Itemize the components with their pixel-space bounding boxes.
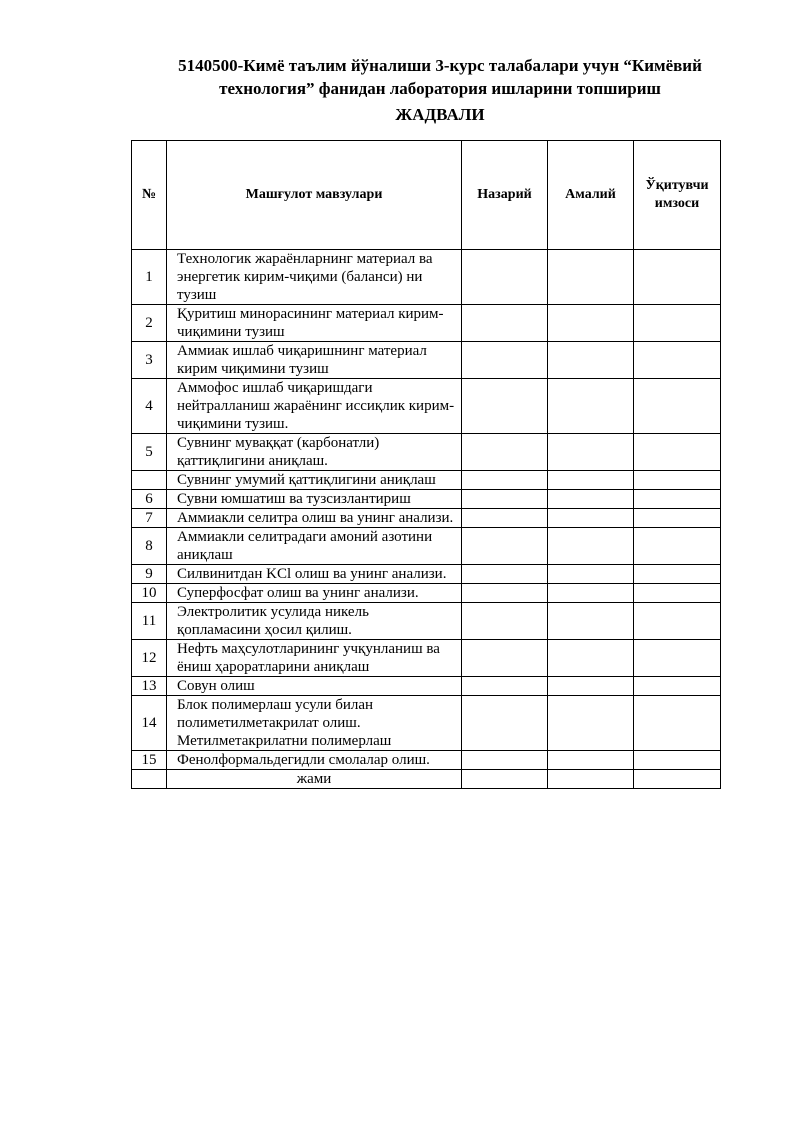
row-number: 10 <box>132 584 167 603</box>
cell-theory <box>462 305 548 342</box>
table-row <box>132 677 721 696</box>
row-number: 11 <box>132 603 167 640</box>
heading-line-2: технология” фанидан лаборатория ишларини топшириш <box>219 79 661 98</box>
cell-practice <box>548 696 634 751</box>
column-header-teacher-signature: Ўқитувчи имзоси <box>634 141 721 250</box>
column-header-number: № <box>132 141 167 250</box>
row-topic: Сувнинг умумий қаттиқлигини аниқлаш <box>167 471 462 490</box>
row-topic: Аммофос ишлаб чиқаришдаги нейтралланиш жараёнинг иссиқлик кирим-чиқимини тузиш. <box>167 379 462 434</box>
column-header-practice: Амалий <box>548 141 634 250</box>
cell-practice <box>548 250 634 305</box>
row-topic: Суперфосфат олиш ва унинг анализи. <box>167 584 462 603</box>
table-row <box>132 305 721 342</box>
row-number: 2 <box>132 305 167 342</box>
row-number: 15 <box>132 751 167 770</box>
row-number: 8 <box>132 528 167 565</box>
cell-theory <box>462 677 548 696</box>
cell-practice <box>548 603 634 640</box>
row-topic: Блок полимерлаш усули билан полиметилметакрилат олиш. Метилметакрилатни полимерлаш <box>167 696 462 751</box>
cell-practice <box>548 490 634 509</box>
table-row <box>132 434 721 471</box>
cell-teacher-signature <box>634 696 721 751</box>
cell-practice <box>548 471 634 490</box>
table-row <box>132 584 721 603</box>
row-number: 5 <box>132 434 167 471</box>
cell-theory <box>462 640 548 677</box>
total-theory-cell <box>462 770 548 789</box>
cell-theory <box>462 528 548 565</box>
cell-practice <box>548 751 634 770</box>
cell-theory <box>462 342 548 379</box>
table-row <box>132 509 721 528</box>
cell-practice <box>548 565 634 584</box>
cell-practice <box>548 342 634 379</box>
heading-line-1: 5140500-Кимё таълим йўналиши 3-курс талабалари учун “Кимёвий <box>178 56 702 75</box>
cell-practice <box>548 305 634 342</box>
table-header-row <box>132 141 721 250</box>
row-topic: Аммиакли селитрадаги амоний азотини аниқлаш <box>167 528 462 565</box>
cell-teacher-signature <box>634 342 721 379</box>
cell-practice <box>548 509 634 528</box>
row-number: 13 <box>132 677 167 696</box>
row-topic: Технологик жараёнларнинг материал ва энергетик кирим-чиқими (баланси) ни тузиш <box>167 250 462 305</box>
total-label: жами <box>167 770 462 789</box>
cell-theory <box>462 434 548 471</box>
heading-title: ЖАДВАЛИ <box>395 105 485 124</box>
cell-practice <box>548 584 634 603</box>
document-heading <box>140 54 740 126</box>
row-topic: Аммиакли селитра олиш ва унинг анализи. <box>167 509 462 528</box>
cell-theory <box>462 603 548 640</box>
table-row <box>132 471 721 490</box>
cell-practice <box>548 379 634 434</box>
table-row <box>132 250 721 305</box>
cell-theory <box>462 751 548 770</box>
total-number-cell <box>132 770 167 789</box>
cell-practice <box>548 434 634 471</box>
table-row <box>132 696 721 751</box>
cell-teacher-signature <box>634 528 721 565</box>
table-row <box>132 528 721 565</box>
row-topic: Фенолформальдегидли смолалар олиш. <box>167 751 462 770</box>
cell-theory <box>462 490 548 509</box>
cell-teacher-signature <box>634 584 721 603</box>
cell-teacher-signature <box>634 509 721 528</box>
row-topic: Сувни юмшатиш ва тузсизлантириш <box>167 490 462 509</box>
cell-teacher-signature <box>634 751 721 770</box>
total-practice-cell <box>548 770 634 789</box>
cell-practice <box>548 677 634 696</box>
row-number: 3 <box>132 342 167 379</box>
cell-teacher-signature <box>634 640 721 677</box>
schedule-table <box>131 140 721 789</box>
cell-practice <box>548 640 634 677</box>
row-topic: Сувнинг муваққат (карбонатли) қаттиқлигини аниқлаш. <box>167 434 462 471</box>
row-number <box>132 471 167 490</box>
column-header-topic: Машғулот мавзулари <box>167 141 462 250</box>
row-number: 6 <box>132 490 167 509</box>
column-header-theory: Назарий <box>462 141 548 250</box>
row-number: 9 <box>132 565 167 584</box>
cell-teacher-signature <box>634 471 721 490</box>
cell-teacher-signature <box>634 379 721 434</box>
row-number: 4 <box>132 379 167 434</box>
row-topic: Қуритиш минорасининг материал кирим-чиқимини тузиш <box>167 305 462 342</box>
table-row <box>132 379 721 434</box>
total-teacher-signature-cell <box>634 770 721 789</box>
cell-theory <box>462 471 548 490</box>
row-number: 7 <box>132 509 167 528</box>
cell-theory <box>462 565 548 584</box>
cell-theory <box>462 509 548 528</box>
table-row <box>132 603 721 640</box>
row-topic: Электролитик усулида никель қопламасини ҳосил қилиш. <box>167 603 462 640</box>
table-row <box>132 751 721 770</box>
cell-practice <box>548 528 634 565</box>
table-row <box>132 565 721 584</box>
cell-teacher-signature <box>634 490 721 509</box>
cell-theory <box>462 250 548 305</box>
cell-teacher-signature <box>634 603 721 640</box>
cell-theory <box>462 379 548 434</box>
cell-teacher-signature <box>634 677 721 696</box>
table-row <box>132 490 721 509</box>
row-topic: Силвинитдан KCl олиш ва унинг анализи. <box>167 565 462 584</box>
table-row <box>132 342 721 379</box>
table-row <box>132 640 721 677</box>
cell-teacher-signature <box>634 565 721 584</box>
row-topic: Нефть маҳсулотларининг учқунланиш ва ёниш ҳароратларини аниқлаш <box>167 640 462 677</box>
cell-teacher-signature <box>634 250 721 305</box>
row-topic: Аммиак ишлаб чиқаришнинг материал кирим чиқимини тузиш <box>167 342 462 379</box>
cell-theory <box>462 584 548 603</box>
cell-teacher-signature <box>634 305 721 342</box>
row-number: 14 <box>132 696 167 751</box>
cell-teacher-signature <box>634 434 721 471</box>
table-total-row <box>132 770 721 789</box>
row-topic: Совун олиш <box>167 677 462 696</box>
row-number: 1 <box>132 250 167 305</box>
row-number: 12 <box>132 640 167 677</box>
cell-theory <box>462 696 548 751</box>
